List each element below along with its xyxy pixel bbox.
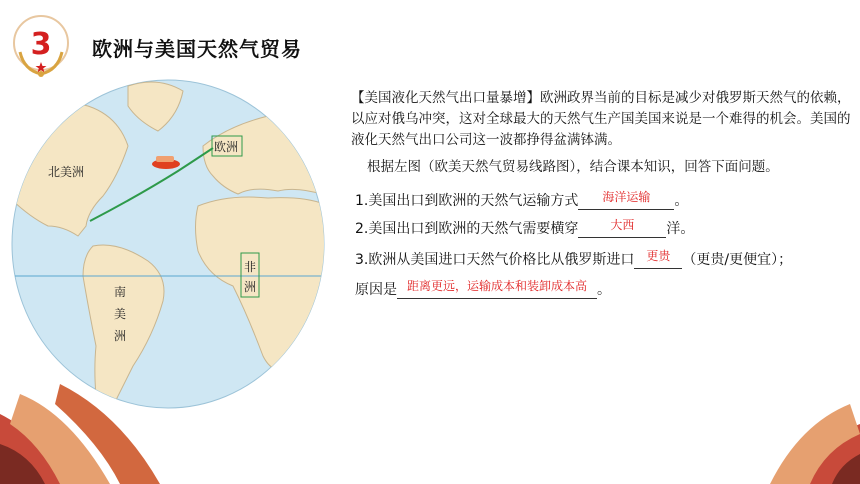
question-3-reason-answer: 距离更远，运输成本和装卸成本高: [406, 279, 587, 293]
question-3-answer: 更贵: [646, 249, 671, 263]
label-north-america: 北美洲: [48, 165, 85, 179]
question-3-suffix: （更贵/更便宜）；: [682, 252, 793, 268]
question-1-suffix: 。: [674, 193, 689, 209]
question-2-answer: 大西: [610, 218, 635, 232]
question-1-answer: 海洋运输: [602, 190, 651, 204]
question-3-reason-blank[interactable]: [397, 279, 597, 299]
question-3-reason-suffix: 。: [597, 282, 611, 298]
question-2-prefix: 2.美国出口到欧洲的天然气需要横穿: [355, 221, 579, 237]
question-3-prefix: 3.欧洲从美国进口天然气价格比从俄罗斯进口: [355, 252, 635, 268]
question-2-blank[interactable]: [578, 218, 666, 238]
question-1-prefix: 1.美国出口到欧洲的天然气运输方式: [355, 193, 579, 209]
left-flower-decoration: [0, 374, 170, 484]
instruction-text: 根据左图（欧美天然气贸易线路图），结合课本知识，回答下面问题。: [367, 159, 779, 175]
question-1: [355, 190, 688, 210]
right-flower-decoration: [740, 404, 860, 484]
label-south-america-2: 美: [114, 307, 127, 321]
question-3: [355, 249, 792, 269]
question-2: [355, 218, 694, 238]
intro-paragraph: 【美国液化天然气出口量暴增】欧洲政界当前的目标是减少对俄罗斯天然气的依赖，以应对俄乌冲突，这对全球最大的天然气生产国美国来说是一个难得的机会。美国的液化天然气出口公司这一波都挣得盆满钵满。: [351, 90, 851, 148]
trade-route-map: [8, 76, 328, 416]
question-3-blank[interactable]: [634, 249, 682, 269]
question-3-reason: [355, 279, 611, 299]
section-number-badge: [10, 12, 72, 84]
question-2-suffix: 洋。: [666, 221, 695, 237]
page-title: 欧洲与美国天然气贸易: [92, 37, 302, 61]
label-south-america-1: 南: [114, 285, 127, 299]
question-1-blank[interactable]: [578, 190, 674, 210]
label-europe: 欧洲: [214, 140, 239, 154]
question-3-reason-prefix: 原因是: [355, 282, 397, 298]
label-africa-2: 洲: [244, 280, 257, 294]
label-south-america-3: 洲: [114, 329, 127, 343]
label-africa-1: 非: [244, 260, 257, 274]
section-number: 3: [30, 27, 52, 62]
